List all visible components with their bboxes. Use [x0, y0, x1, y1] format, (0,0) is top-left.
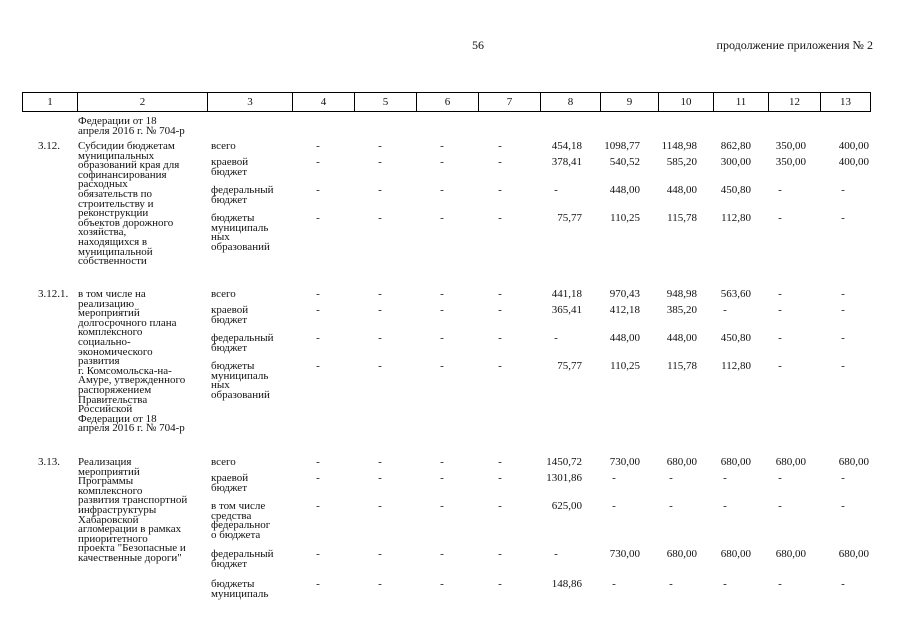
value-cell: -	[778, 578, 782, 590]
value-cell: -	[316, 140, 320, 152]
value-cell: -	[723, 304, 727, 316]
table-header	[22, 92, 871, 112]
value-cell: -	[723, 472, 727, 484]
value-cell: 110,25	[610, 212, 640, 224]
row-number: 3.12.1.	[38, 288, 69, 300]
value-cell: -	[778, 332, 782, 344]
value-cell: -	[554, 332, 558, 344]
value-cell: -	[841, 332, 845, 344]
value-cell: -	[778, 212, 782, 224]
funding-source: федеральный бюджет	[211, 184, 274, 206]
funding-source: бюджеты муниципаль ных образований	[211, 360, 270, 401]
value-cell: 680,00	[666, 456, 697, 468]
value-cell: -	[440, 360, 444, 372]
value-cell: -	[498, 140, 502, 152]
header-cell: 10	[659, 93, 714, 112]
value-cell: -	[612, 500, 616, 512]
value-cell: -	[316, 456, 320, 468]
value-cell: 115,78	[667, 360, 697, 372]
value-cell: -	[554, 184, 558, 196]
value-cell: -	[440, 332, 444, 344]
value-cell: 862,80	[720, 140, 751, 152]
value-cell: -	[554, 548, 558, 560]
value-cell: 378,41	[551, 156, 582, 168]
header-cell: 9	[601, 93, 659, 112]
value-cell: -	[669, 578, 673, 590]
value-cell: -	[778, 500, 782, 512]
value-cell: -	[723, 578, 727, 590]
row-description: Реализация мероприятий Программы комплексного развития транспортной инфраструктуры Хабаровской агломерации в рамках приоритетного проекта "Безопасные и качественные дороги"	[78, 456, 188, 564]
value-cell: -	[378, 500, 382, 512]
value-cell: -	[316, 304, 320, 316]
value-cell: 680,00	[720, 548, 751, 560]
value-cell: -	[440, 140, 444, 152]
header-cell: 2	[78, 93, 208, 112]
row-number: 3.12.	[38, 140, 60, 152]
funding-source: федеральный бюджет	[211, 332, 274, 354]
value-cell: -	[378, 578, 382, 590]
value-cell: -	[669, 472, 673, 484]
value-cell: 540,52	[609, 156, 640, 168]
value-cell: -	[316, 184, 320, 196]
value-cell: -	[316, 472, 320, 484]
value-cell: -	[378, 360, 382, 372]
value-cell: 1450,72	[546, 456, 582, 468]
row-description: Субсидии бюджетам муниципальных образований края для софинансирования расходных обязательств по строительству и реконструкции объектов дорожного хозяйства, находящихся в муниципальной собственности	[78, 140, 180, 268]
value-cell: 148,86	[551, 578, 582, 590]
value-cell: 680,00	[775, 456, 806, 468]
value-cell: 350,00	[775, 140, 806, 152]
value-cell: -	[378, 156, 382, 168]
value-cell: -	[378, 184, 382, 196]
value-cell: -	[498, 500, 502, 512]
value-cell: -	[841, 304, 845, 316]
value-cell: -	[378, 304, 382, 316]
value-cell: -	[841, 212, 845, 224]
value-cell: -	[778, 184, 782, 196]
value-cell: 400,00	[838, 140, 869, 152]
value-cell: 450,80	[720, 184, 751, 196]
row-number: 3.13.	[38, 456, 60, 468]
value-cell: 365,41	[551, 304, 582, 316]
value-cell: -	[841, 184, 845, 196]
value-cell: 448,00	[666, 184, 697, 196]
value-cell: -	[841, 578, 845, 590]
value-cell: -	[440, 212, 444, 224]
value-cell: 450,80	[720, 332, 751, 344]
header-cell: 7	[479, 93, 541, 112]
value-cell: 412,18	[609, 304, 640, 316]
value-cell: -	[378, 140, 382, 152]
value-cell: 730,00	[609, 456, 640, 468]
value-cell: -	[440, 472, 444, 484]
value-cell: -	[316, 578, 320, 590]
value-cell: 448,00	[666, 332, 697, 344]
value-cell: -	[498, 288, 502, 300]
value-cell: -	[778, 304, 782, 316]
value-cell: -	[498, 456, 502, 468]
value-cell: -	[498, 156, 502, 168]
row-description: в том числе на реализацию мероприятий долгосрочного плана комплексного социально- экономического развития г. Комсомольска-на- Амуре, утвержденного распоряжением Правительства Российской Федерации от 18 апреля 2016 г. № 704-р	[78, 288, 186, 435]
value-cell: -	[378, 472, 382, 484]
header-cell: 5	[355, 93, 417, 112]
value-cell: 350,00	[775, 156, 806, 168]
value-cell: 115,78	[667, 212, 697, 224]
funding-source: всего	[211, 288, 236, 300]
value-cell: 441,18	[551, 288, 582, 300]
value-cell: -	[378, 332, 382, 344]
value-cell: 625,00	[551, 500, 582, 512]
value-cell: 585,20	[666, 156, 697, 168]
value-cell: 110,25	[610, 360, 640, 372]
value-cell: -	[498, 472, 502, 484]
value-cell: -	[498, 578, 502, 590]
value-cell: 300,00	[720, 156, 751, 168]
value-cell: 400,00	[838, 156, 869, 168]
header-cell: 6	[417, 93, 479, 112]
funding-source: краевой бюджет	[211, 472, 249, 494]
value-cell: 75,77	[557, 360, 582, 372]
value-cell: -	[440, 156, 444, 168]
funding-source: краевой бюджет	[211, 304, 249, 326]
header-cell: 8	[541, 93, 601, 112]
value-cell: 680,00	[666, 548, 697, 560]
value-cell: 454,18	[551, 140, 582, 152]
value-cell: -	[316, 360, 320, 372]
value-cell: -	[778, 472, 782, 484]
value-cell: -	[498, 548, 502, 560]
value-cell: 75,77	[557, 212, 582, 224]
value-cell: 1098,77	[604, 140, 640, 152]
funding-source: бюджеты муниципаль	[211, 578, 269, 600]
value-cell: -	[440, 548, 444, 560]
funding-source: краевой бюджет	[211, 156, 249, 178]
value-cell: -	[316, 332, 320, 344]
value-cell: -	[498, 304, 502, 316]
funding-source: в том числе средства федеральног о бюджета	[211, 500, 271, 541]
header-cell: 11	[714, 93, 769, 112]
value-cell: -	[841, 472, 845, 484]
value-cell: -	[440, 500, 444, 512]
value-cell: -	[378, 288, 382, 300]
value-cell: 680,00	[838, 548, 869, 560]
value-cell: -	[669, 500, 673, 512]
value-cell: 1148,98	[661, 140, 697, 152]
carry-over-text: Федерации от 18 апреля 2016 г. № 704-р	[78, 115, 185, 137]
page-number: 56	[472, 38, 484, 52]
value-cell: 112,80	[721, 212, 751, 224]
value-cell: -	[612, 578, 616, 590]
value-cell: -	[498, 184, 502, 196]
header-cell: 4	[293, 93, 355, 112]
value-cell: 563,60	[720, 288, 751, 300]
value-cell: -	[841, 288, 845, 300]
value-cell: -	[378, 212, 382, 224]
value-cell: 680,00	[720, 456, 751, 468]
value-cell: 730,00	[609, 548, 640, 560]
value-cell: -	[316, 212, 320, 224]
funding-source: федеральный бюджет	[211, 548, 274, 570]
value-cell: -	[440, 456, 444, 468]
value-cell: -	[378, 456, 382, 468]
funding-source: всего	[211, 140, 236, 152]
value-cell: -	[316, 500, 320, 512]
value-cell: -	[498, 332, 502, 344]
value-cell: -	[440, 184, 444, 196]
value-cell: -	[841, 500, 845, 512]
funding-source: бюджеты муниципаль ных образований	[211, 212, 270, 253]
value-cell: 970,43	[609, 288, 640, 300]
value-cell: -	[440, 578, 444, 590]
continuation-label: продолжение приложения № 2	[716, 38, 873, 52]
value-cell: 448,00	[609, 184, 640, 196]
value-cell: -	[440, 288, 444, 300]
header-cell: 12	[769, 93, 821, 112]
header-cell: 1	[23, 93, 78, 112]
value-cell: -	[778, 360, 782, 372]
value-cell: -	[440, 304, 444, 316]
value-cell: 680,00	[838, 456, 869, 468]
value-cell: -	[498, 360, 502, 372]
value-cell: 448,00	[609, 332, 640, 344]
value-cell: -	[778, 288, 782, 300]
value-cell: -	[316, 156, 320, 168]
funding-source: всего	[211, 456, 236, 468]
value-cell: -	[498, 212, 502, 224]
value-cell: -	[841, 360, 845, 372]
value-cell: 680,00	[775, 548, 806, 560]
value-cell: 948,98	[666, 288, 697, 300]
header-cell: 13	[821, 93, 871, 112]
value-cell: -	[723, 500, 727, 512]
value-cell: -	[316, 548, 320, 560]
value-cell: -	[378, 548, 382, 560]
value-cell: -	[612, 472, 616, 484]
value-cell: -	[316, 288, 320, 300]
value-cell: 112,80	[721, 360, 751, 372]
header-cell: 3	[208, 93, 293, 112]
value-cell: 1301,86	[546, 472, 582, 484]
value-cell: 385,20	[666, 304, 697, 316]
